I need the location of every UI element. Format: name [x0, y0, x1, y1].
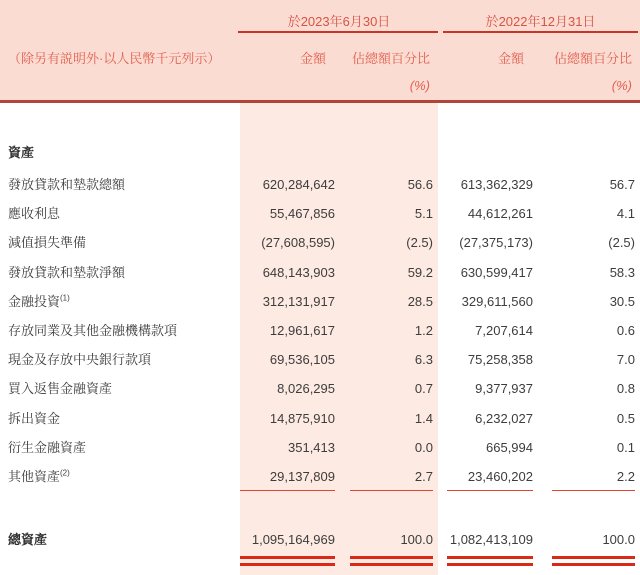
row-value: 7,207,614 — [475, 322, 533, 338]
period-rule-2023 — [238, 31, 438, 33]
row-value: 9,377,937 — [475, 381, 533, 397]
row-value: 23,460,202 — [447, 462, 533, 491]
total-value: 100.0 — [602, 532, 635, 547]
table-body — [0, 170, 640, 491]
row-value: 1.4 — [414, 410, 433, 426]
row-value: 14,875,910 — [269, 410, 335, 426]
table-row — [0, 228, 640, 257]
row-label: 應收利息 — [8, 206, 61, 222]
row-value: (2.5) — [406, 235, 433, 251]
table-row — [0, 374, 640, 403]
row-value: 620,284,642 — [262, 177, 335, 192]
row-value: 0.8 — [616, 381, 635, 397]
footnote-marker: (1) — [60, 293, 70, 303]
row-value: (27,375,173) — [459, 235, 533, 251]
row-value: 0.5 — [616, 410, 635, 426]
row-value: 56.6 — [407, 177, 433, 192]
total-double-rule — [240, 556, 335, 566]
row-value: 6,232,027 — [475, 410, 533, 426]
row-label: 現金及存放中央銀行款項 — [8, 352, 152, 368]
row-value: 5.1 — [414, 206, 433, 222]
total-label: 總資產 — [8, 532, 48, 547]
row-value: 55,467,856 — [269, 206, 335, 222]
row-value: 312,131,917 — [262, 293, 335, 309]
total-value: 1,095,164,969 — [251, 532, 335, 547]
row-value: 8,026,295 — [277, 381, 335, 397]
row-value: 351,413 — [288, 439, 335, 455]
row-label: 拆出資金 — [8, 410, 61, 426]
period-title-2023: 於2023年6月30日 — [287, 14, 391, 29]
row-value: 7.0 — [616, 352, 635, 368]
row-label: 買入返售金融資產 — [8, 381, 113, 397]
row-value: 28.5 — [407, 293, 433, 309]
total-row — [0, 525, 640, 555]
total-double-rule — [552, 556, 635, 566]
column-header-amount-2022: 金額 — [497, 51, 524, 66]
table-row — [0, 433, 640, 462]
row-value: 56.7 — [609, 177, 635, 192]
table-row — [0, 287, 640, 316]
row-value: 29,137,809 — [240, 462, 335, 491]
percent-unit-2023: (%) — [409, 78, 430, 93]
table-row — [0, 316, 640, 345]
row-label: 其他資產$^{(2)}$ — [8, 468, 70, 484]
footnote-marker: (2) — [60, 468, 70, 478]
row-label: 發放貸款和墊款總額 — [8, 177, 126, 192]
total-double-rule — [447, 556, 533, 566]
row-value: 69,536,105 — [269, 352, 335, 368]
row-label: 衍生金融資產 — [8, 439, 87, 455]
row-value: 75,258,358 — [467, 352, 533, 368]
total-value: 100.0 — [400, 532, 433, 547]
currency-note: （除另有説明外·以人民幣千元列示） — [8, 51, 221, 66]
row-value: 59.2 — [407, 264, 433, 280]
row-value: 329,611,560 — [461, 293, 533, 309]
row-value: 44,612,261 — [467, 206, 533, 222]
period-title-2022: 於2022年12月31日 — [485, 14, 596, 29]
row-value: (2.5) — [608, 235, 635, 251]
row-value: 58.3 — [609, 264, 635, 280]
row-value: 4.1 — [616, 206, 635, 222]
period-rule-2022 — [443, 31, 638, 33]
total-double-rule — [350, 556, 433, 566]
row-label: 金融投資$^{(1)}$ — [8, 293, 70, 309]
column-header-percent-2023: 佔總額百分比 — [351, 51, 430, 66]
row-value: 648,143,903 — [262, 264, 335, 280]
table-row — [0, 258, 640, 287]
row-label: 減值損失準備 — [8, 235, 87, 251]
row-label: 發放貸款和墊款淨額 — [8, 264, 126, 280]
row-value: 2.7 — [350, 462, 433, 491]
table-header — [0, 0, 640, 103]
table-row — [0, 404, 640, 433]
row-value: 1.2 — [414, 322, 433, 338]
column-header-percent-2022: 佔總額百分比 — [553, 51, 632, 66]
row-value: 0.6 — [616, 322, 635, 338]
row-value: 0.7 — [414, 381, 433, 397]
percent-unit-2022: (%) — [611, 78, 632, 93]
row-value: 2.2 — [552, 462, 635, 491]
table-row — [0, 462, 640, 491]
table-row — [0, 345, 640, 374]
table-row — [0, 199, 640, 228]
row-value: 12,961,617 — [269, 322, 335, 338]
row-value: 6.3 — [414, 352, 433, 368]
table-row — [0, 170, 640, 199]
column-header-amount-2023: 金額 — [299, 51, 326, 66]
row-value: 30.5 — [609, 293, 635, 309]
row-value: 630,599,417 — [460, 264, 533, 280]
row-value: (27,608,595) — [261, 235, 335, 251]
row-value: 613,362,329 — [460, 177, 533, 192]
row-value: 0.1 — [616, 439, 635, 455]
total-value: 1,082,413,109 — [449, 532, 533, 547]
row-value: 665,994 — [486, 439, 533, 455]
section-title-assets: 資產 — [8, 145, 35, 160]
row-value: 0.0 — [414, 439, 433, 455]
row-label: 存放同業及其他金融機構款項 — [8, 322, 178, 338]
